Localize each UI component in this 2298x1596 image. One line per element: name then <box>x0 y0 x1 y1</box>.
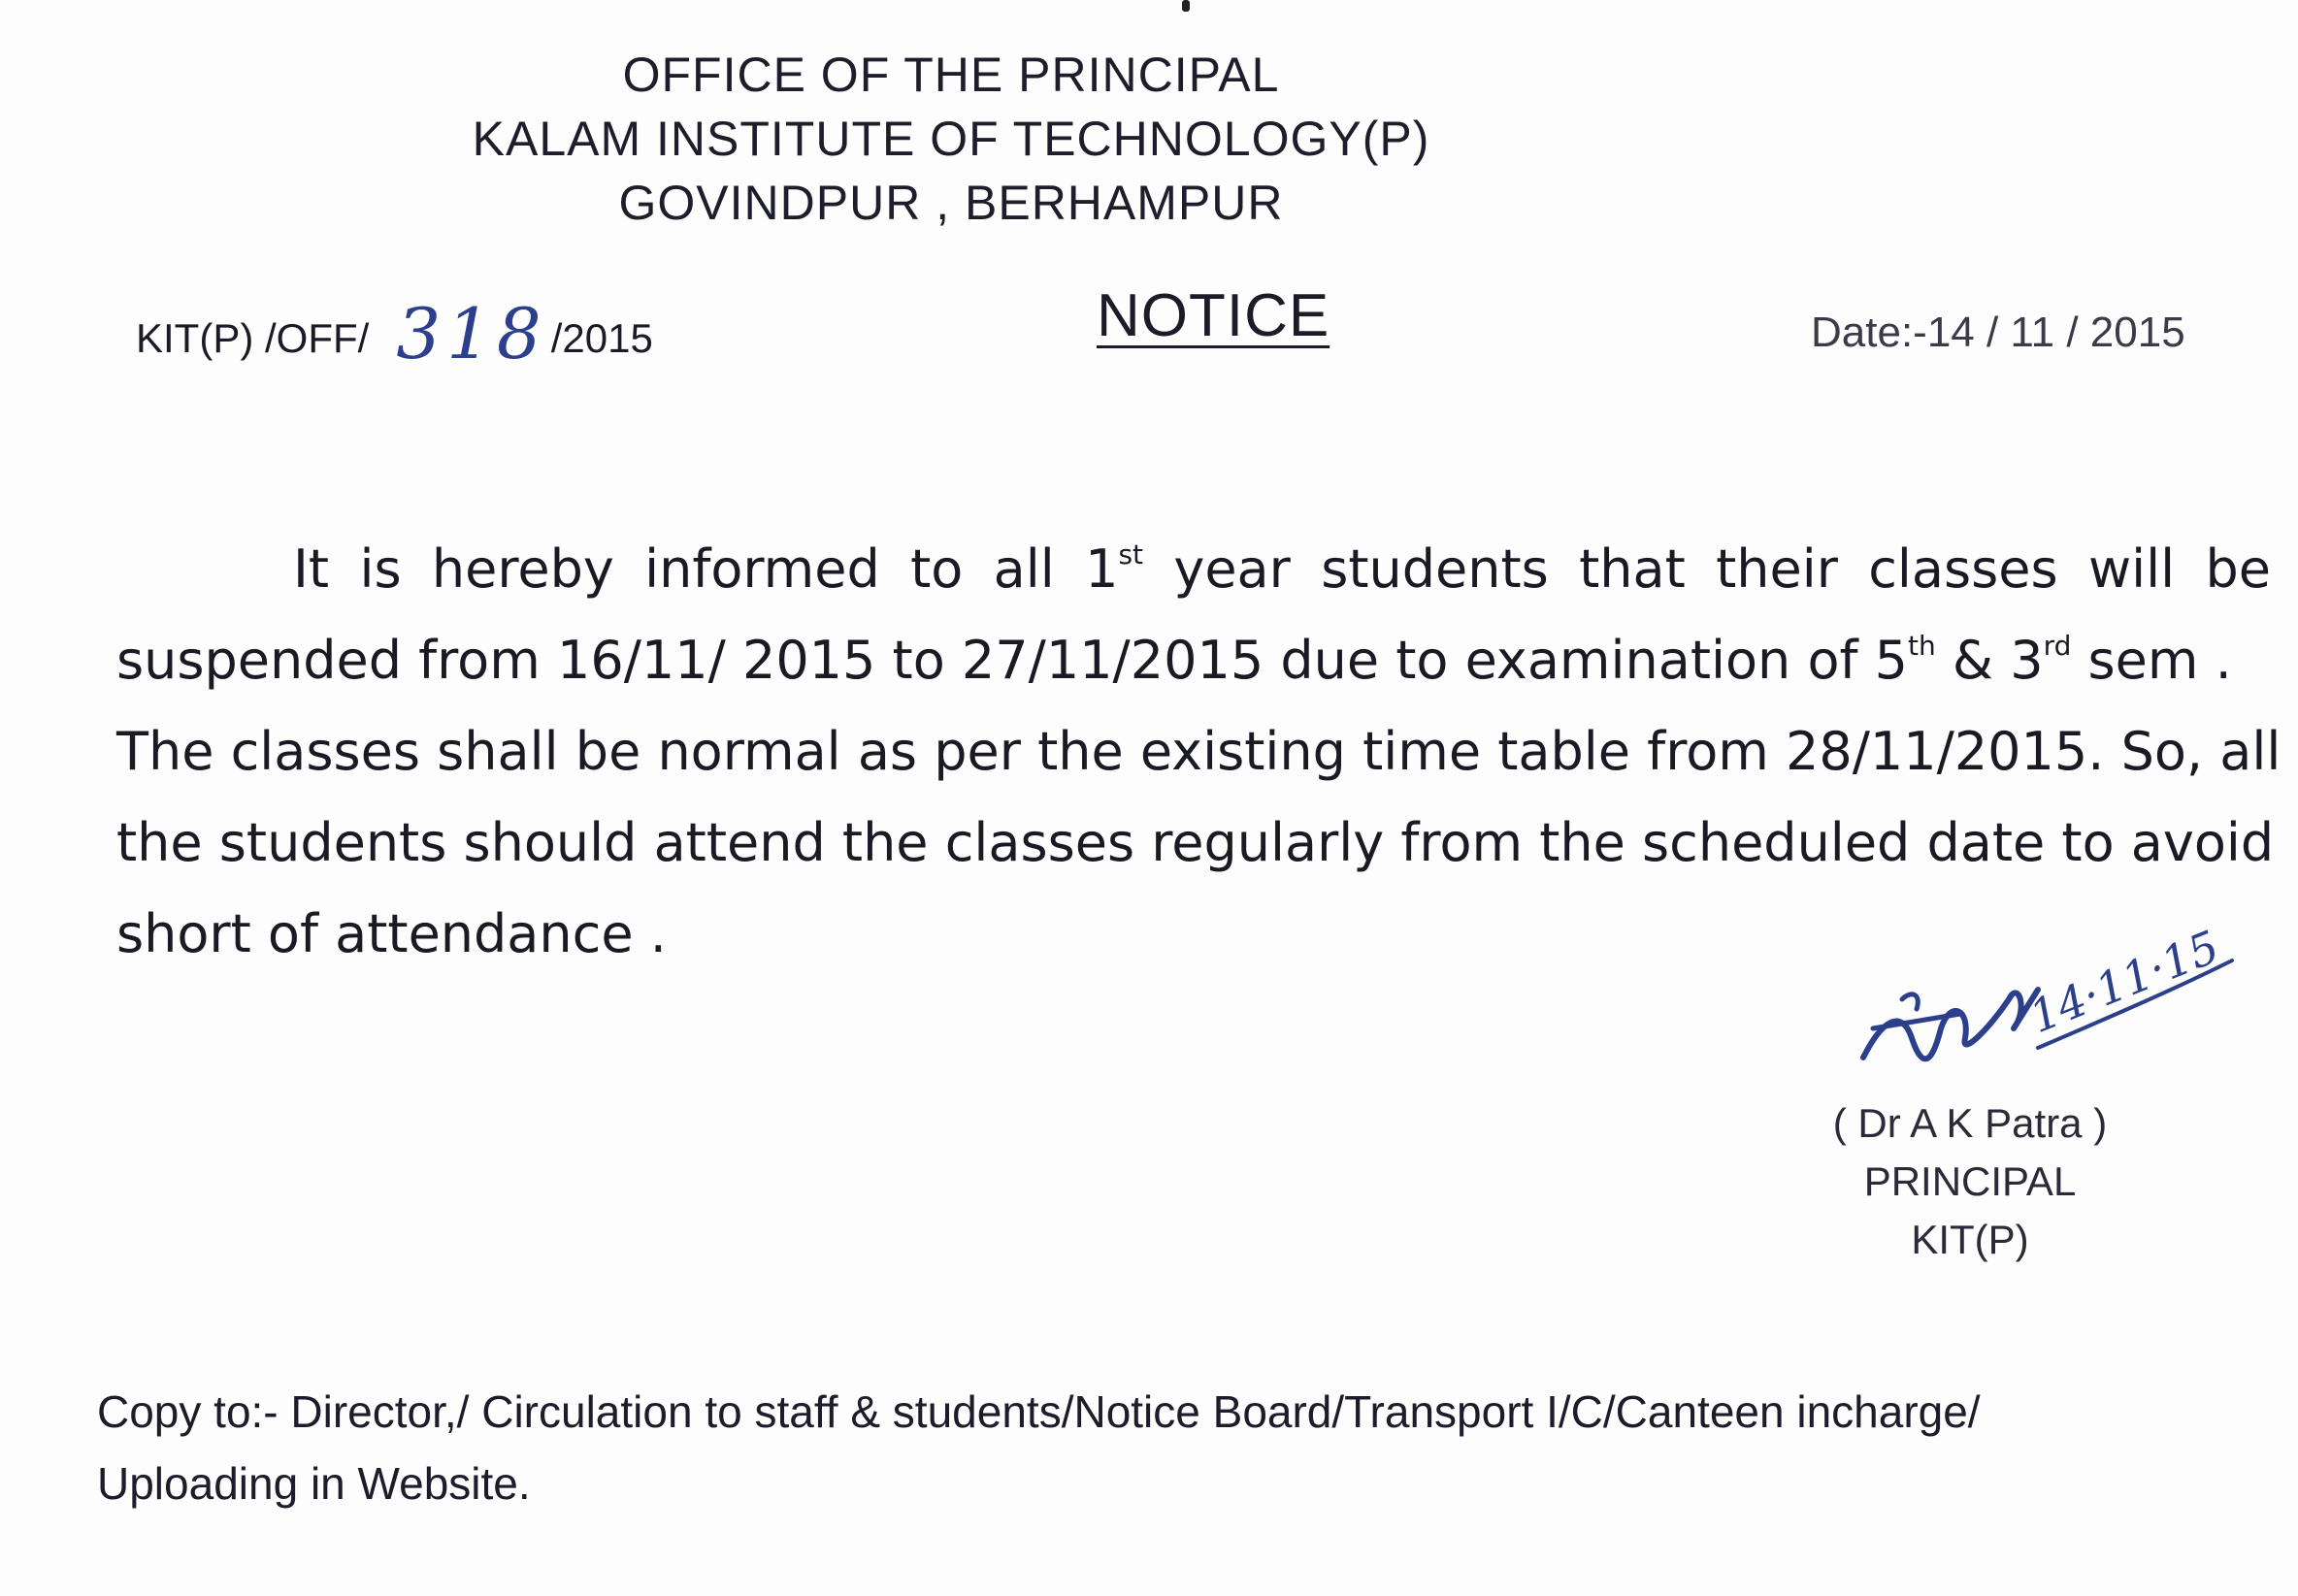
body-line-4: the students should attend the classes regularly from the scheduled date to avoid <box>116 812 2275 873</box>
word: be <box>2205 538 2271 600</box>
punch-mark <box>1182 0 1190 12</box>
letterhead-institute: KALAM INSTITUTE OF TECHNOLOGY(P) <box>472 112 1430 166</box>
ordinal-suffix: st <box>1118 538 1144 570</box>
notice-date: Date:-14 / 11 / 2015 <box>1811 309 2185 356</box>
copy-to-line-1: Copy to:- Director,/ Circulation to staff & students/Notice Board/Transport I/C/Canteen incharge/ <box>97 1386 1981 1437</box>
word-ordinal <box>1085 524 1143 615</box>
word: students <box>1321 538 1549 600</box>
reference-suffix: /2015 <box>550 315 653 361</box>
word: their <box>1716 538 1838 600</box>
reference-prefix: KIT(P) /OFF/ <box>136 315 370 361</box>
body-line-3: The classes shall be normal as per the existing time table from 28/11/2015. So, all <box>116 721 2282 782</box>
signatory-block <box>1795 1094 2145 1269</box>
notice-title: NOTICE <box>1097 282 1330 349</box>
body-text-segment: suspended from 16/11/ 2015 to 27/11/2015 due to examination of 5 <box>116 630 1909 691</box>
ordinal-suffix: rd <box>2043 630 2072 662</box>
ordinal-suffix: th <box>1908 630 1936 662</box>
letterhead-office: OFFICE OF THE PRINCIPAL <box>622 48 1280 102</box>
signatory-name: ( Dr A K Patra ) <box>1832 1100 2108 1146</box>
letterhead-address: GOVINDPUR , BERHAMPUR <box>618 176 1284 230</box>
word: to <box>910 538 964 600</box>
copy-to-line-2: Uploading in Website. <box>97 1458 531 1509</box>
body-text-segment: & 3 <box>1935 630 2044 691</box>
reference-number <box>136 287 653 375</box>
body-line-1 <box>116 524 2271 615</box>
body-line-2 <box>116 615 2271 706</box>
word: is <box>359 538 402 600</box>
signatory-designation: PRINCIPAL <box>1863 1158 2077 1204</box>
principal-signature <box>1844 912 2251 1106</box>
reference-handwritten-number: 318 <box>396 293 547 375</box>
ordinal-number: 1 <box>1085 538 1119 600</box>
word: informed <box>644 538 880 600</box>
word: year <box>1173 538 1291 600</box>
signature-stroke <box>1873 1014 1960 1028</box>
copy-to <box>97 1376 2290 1519</box>
word: will <box>2087 538 2176 600</box>
word: classes <box>1868 538 2058 600</box>
word: It <box>293 538 330 600</box>
word: all <box>993 538 1055 600</box>
letterhead <box>0 43 1902 235</box>
body-line-5: short of attendance . <box>116 903 667 964</box>
word: that <box>1579 538 1686 600</box>
signature-stroke <box>1902 994 1918 1009</box>
signature-date: 14·11·15 <box>2021 920 2227 1044</box>
word: hereby <box>431 538 614 600</box>
body-text-segment: sem . <box>2071 630 2232 691</box>
signatory-institution: KIT(P) <box>1911 1217 2029 1262</box>
